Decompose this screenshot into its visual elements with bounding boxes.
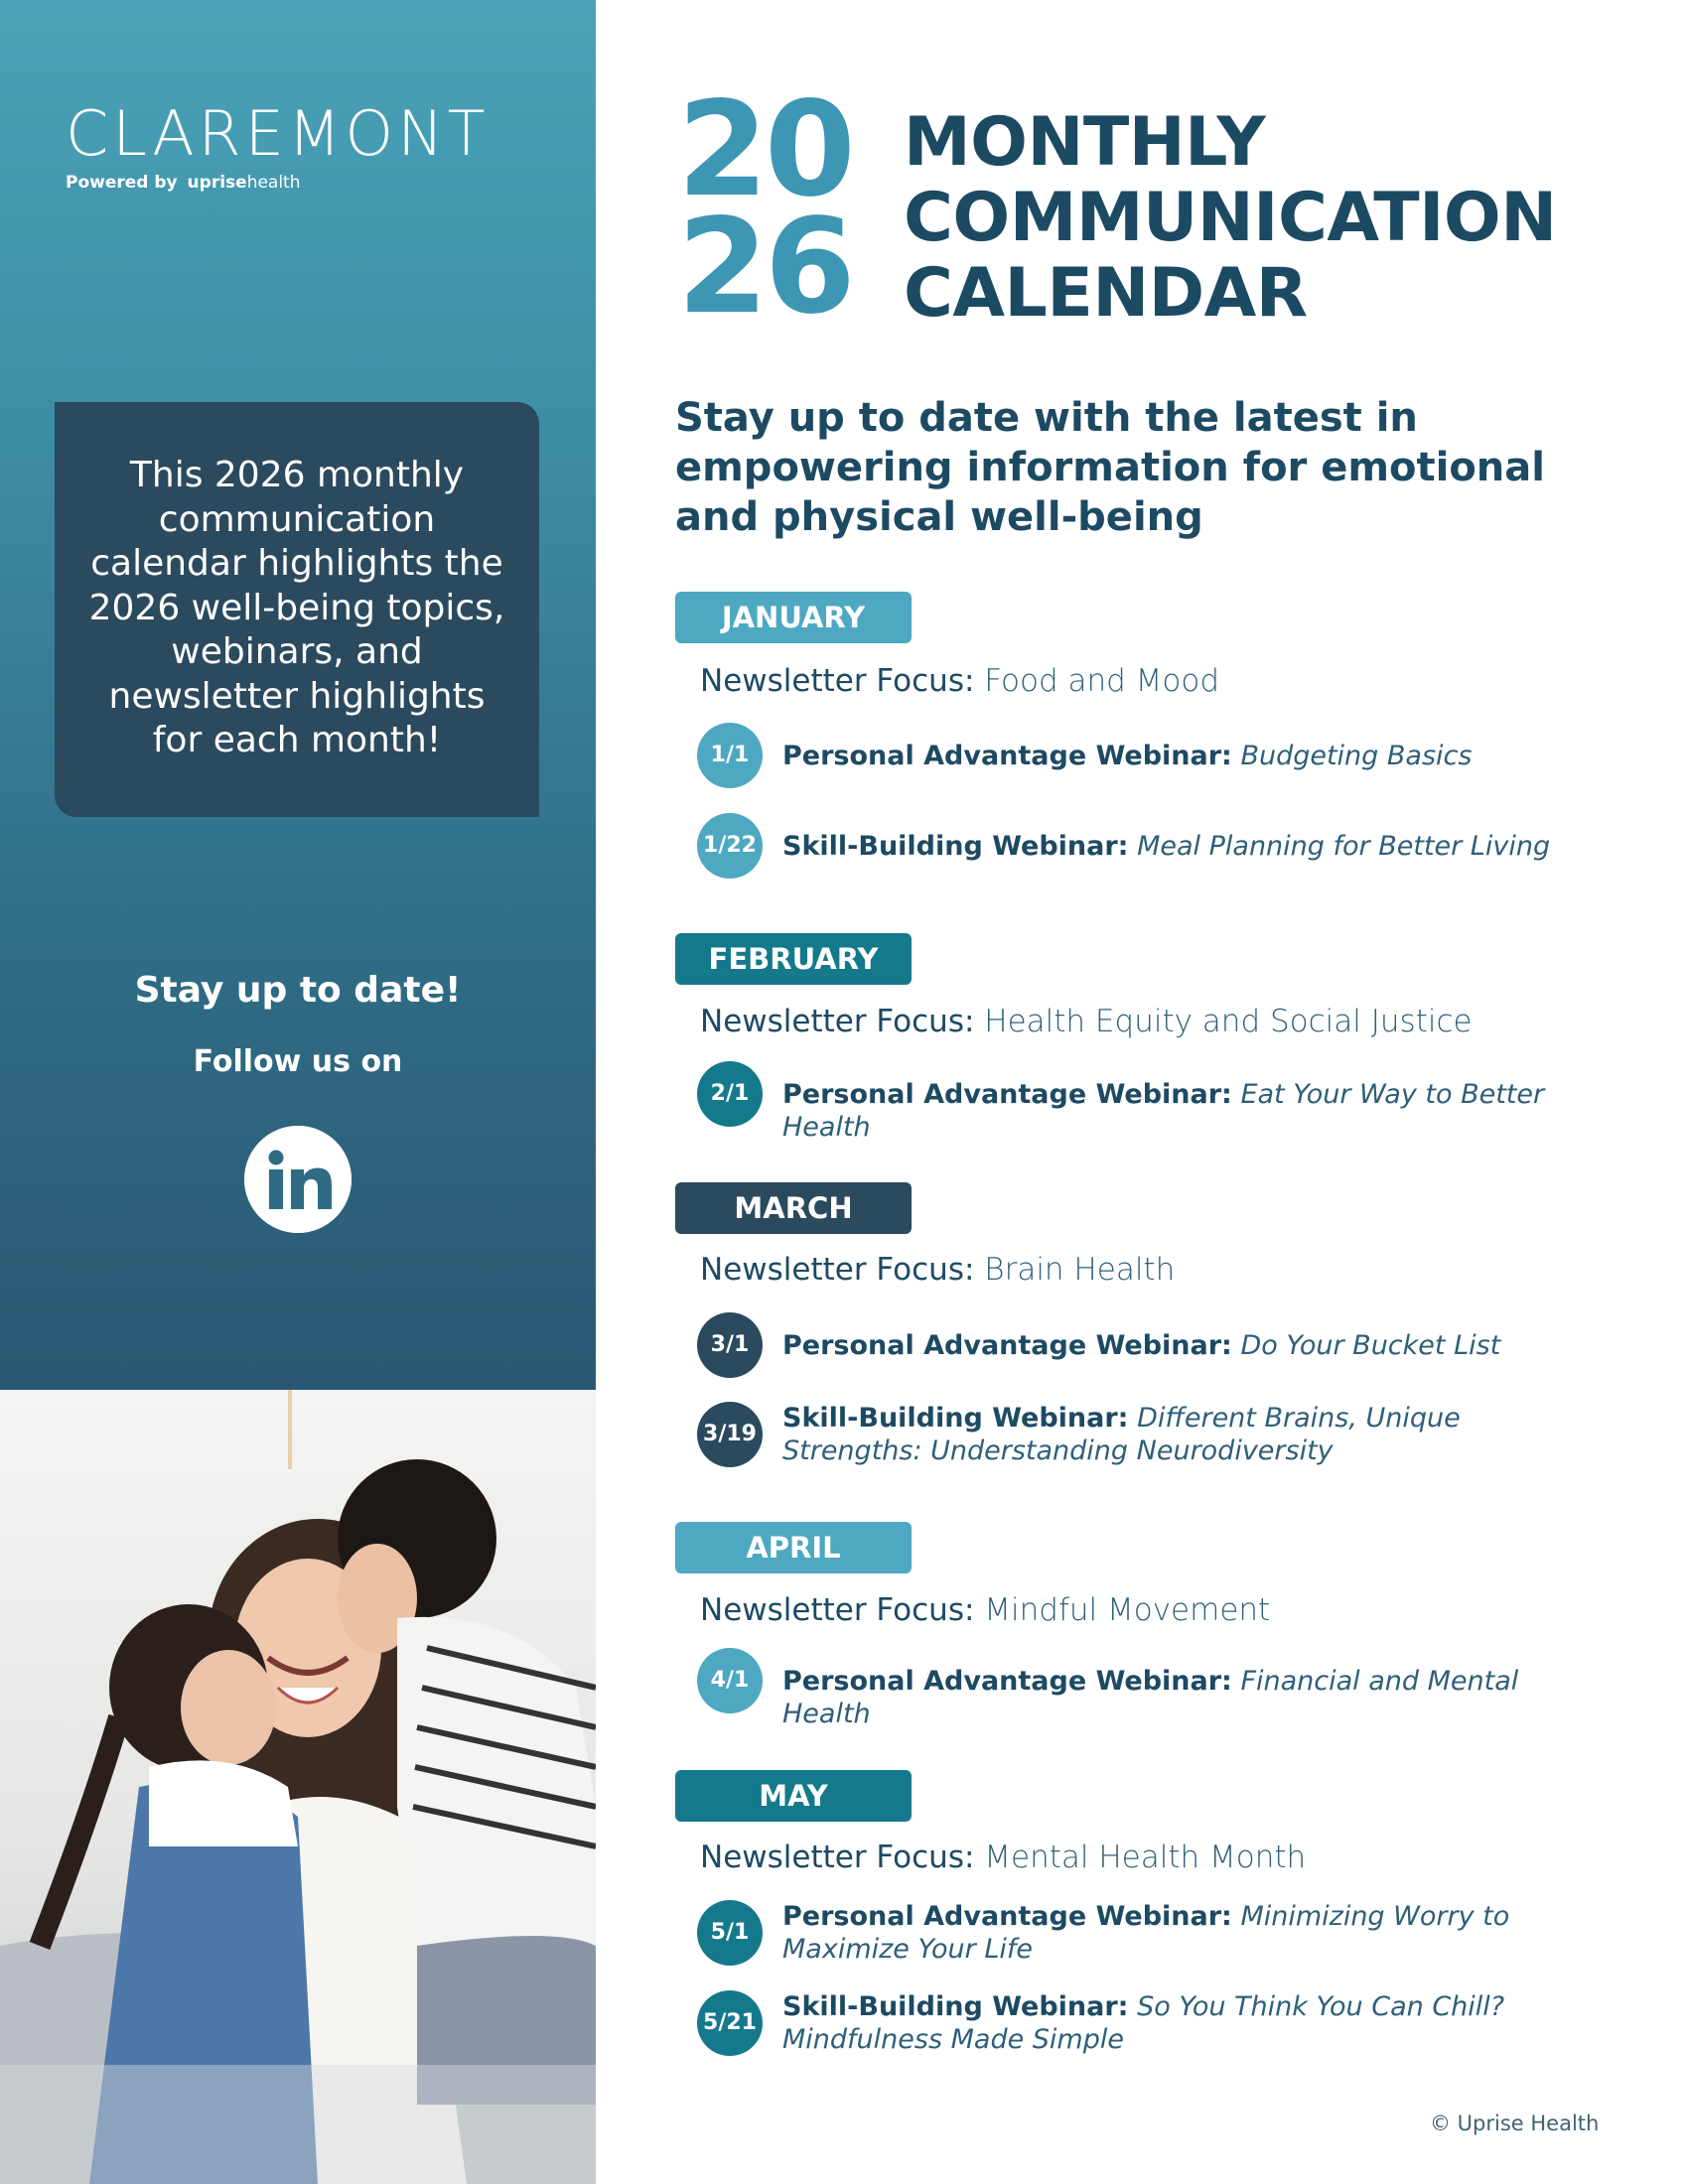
webinar-item bbox=[782, 830, 1597, 863]
title-line-1: MONTHLY bbox=[904, 103, 1266, 182]
newsletter-focus-april bbox=[700, 1592, 1270, 1628]
newsletter-focus-february bbox=[700, 1004, 1473, 1039]
date-badge: 1/1 bbox=[697, 723, 763, 788]
month-header-march: MARCH bbox=[675, 1182, 912, 1234]
year-top: 20 bbox=[677, 73, 852, 226]
webinar-kind: Personal Advantage Webinar: bbox=[782, 1079, 1232, 1110]
health-brand: health bbox=[246, 173, 301, 193]
page-title bbox=[904, 105, 1557, 332]
webinar-title: So You Think You Can Chill? Mindfulness Made Simple bbox=[782, 1991, 1505, 2055]
newsletter-focus-label: Newsletter Focus: bbox=[700, 1840, 975, 1875]
webinar-title: Financial and Mental Health bbox=[782, 1666, 1519, 1729]
month-header-may: MAY bbox=[675, 1770, 912, 1822]
webinar-item bbox=[782, 1078, 1597, 1144]
webinar-kind: Skill-Building Webinar: bbox=[782, 831, 1129, 862]
webinar-kind: Personal Advantage Webinar: bbox=[782, 1901, 1232, 1932]
newsletter-focus-value: Mindful Movement bbox=[984, 1592, 1271, 1628]
newsletter-focus-march bbox=[700, 1252, 1175, 1288]
newsletter-focus-value: Food and Mood bbox=[984, 663, 1220, 699]
webinar-kind: Personal Advantage Webinar: bbox=[782, 1666, 1232, 1697]
follow-us-label: Follow us on bbox=[193, 1044, 403, 1079]
date-badge: 3/1 bbox=[697, 1312, 763, 1378]
webinar-item bbox=[782, 1402, 1597, 1467]
linkedin-icon[interactable] bbox=[244, 1126, 352, 1233]
year-number bbox=[677, 73, 852, 343]
webinar-item bbox=[782, 1665, 1597, 1730]
webinar-item bbox=[782, 740, 1597, 772]
newsletter-focus-value: Health Equity and Social Justice bbox=[984, 1004, 1473, 1039]
webinar-kind: Personal Advantage Webinar: bbox=[782, 741, 1232, 771]
intro-text: This 2026 monthly communication calendar highlights the 2026 well-being topics, webinars, and newsletter highlights for each month! bbox=[88, 455, 505, 760]
newsletter-focus-value: Mental Health Month bbox=[984, 1840, 1307, 1875]
month-header-january: JANUARY bbox=[675, 592, 912, 643]
date-badge: 2/1 bbox=[697, 1061, 763, 1127]
family-photo bbox=[0, 1390, 596, 2184]
title-line-2: COMMUNICATION bbox=[904, 179, 1557, 257]
webinar-kind: Skill-Building Webinar: bbox=[782, 1991, 1129, 2022]
date-badge: 5/21 bbox=[697, 1990, 763, 2056]
logo-powered-by bbox=[66, 173, 532, 193]
date-badge: 1/22 bbox=[697, 813, 763, 879]
webinar-title: Budgeting Basics bbox=[1240, 741, 1473, 771]
year-bottom: 26 bbox=[677, 191, 852, 343]
month-header-february: FEBRUARY bbox=[675, 933, 912, 985]
newsletter-focus-value: Brain Health bbox=[984, 1252, 1176, 1288]
left-panel bbox=[0, 0, 596, 2184]
date-badge: 5/1 bbox=[697, 1900, 763, 1966]
newsletter-focus-label: Newsletter Focus: bbox=[700, 1592, 975, 1628]
newsletter-focus-january bbox=[700, 663, 1219, 699]
powered-by-text: Powered by bbox=[66, 173, 178, 193]
newsletter-focus-label: Newsletter Focus: bbox=[700, 1252, 975, 1288]
webinar-item bbox=[782, 1329, 1597, 1362]
webinar-title: Eat Your Way to Better Health bbox=[782, 1079, 1545, 1143]
date-badge: 3/19 bbox=[697, 1402, 763, 1467]
title-line-3: CALENDAR bbox=[904, 254, 1308, 333]
intro-box bbox=[55, 402, 539, 817]
logo-wordmark: CLAREMONT bbox=[66, 97, 490, 170]
webinar-kind: Personal Advantage Webinar: bbox=[782, 1330, 1232, 1361]
tagline: Stay up to date with the latest in empowering information for emotional and physical well-being bbox=[675, 395, 1545, 540]
webinar-title: Minimizing Worry to Maximize Your Life bbox=[782, 1901, 1510, 1965]
newsletter-focus-label: Newsletter Focus: bbox=[700, 663, 975, 699]
newsletter-focus-may bbox=[700, 1840, 1306, 1875]
month-header-april: APRIL bbox=[675, 1522, 912, 1573]
uprise-brand: uprise bbox=[187, 173, 247, 193]
copyright: © Uprise Health bbox=[1430, 2112, 1600, 2135]
stay-up-to-date: Stay up to date! bbox=[134, 970, 462, 1011]
webinar-item bbox=[782, 1900, 1597, 1966]
webinar-item bbox=[782, 1990, 1597, 2056]
webinar-title: Do Your Bucket List bbox=[1240, 1330, 1501, 1361]
webinar-kind: Skill-Building Webinar: bbox=[782, 1403, 1129, 1433]
newsletter-focus-label: Newsletter Focus: bbox=[700, 1004, 975, 1039]
claremont-logo bbox=[66, 97, 532, 193]
webinar-title: Different Brains, Unique Strengths: Understanding Neurodiversity bbox=[782, 1403, 1461, 1466]
webinar-title: Meal Planning for Better Living bbox=[1137, 831, 1551, 862]
date-badge: 4/1 bbox=[697, 1648, 763, 1713]
